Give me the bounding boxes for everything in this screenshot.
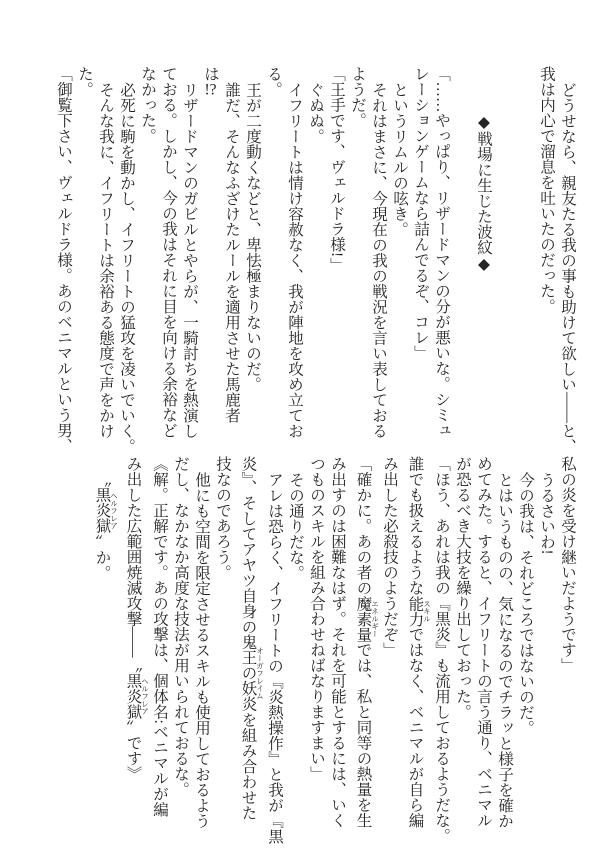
text-line: ぐぬぬ。 xyxy=(307,81,324,144)
text-line: 誰でも扱えるような能力 スキルではなく、ベニマルが自ら編 xyxy=(406,456,432,828)
text-line: 他にも空間を限定させるスキルも使用しておるよう xyxy=(193,471,210,828)
text-line: それはまさに、今現在の我の戦況を言い表しておる xyxy=(370,81,387,438)
text-line: めてみた。すると、イフリートの言う通り、ベニマル xyxy=(475,456,492,828)
text-line: どうせなら、親友たる我の事も助けて欲しい――と、 xyxy=(559,81,576,454)
text-line: 王が二度動くなどと、卑怯極まりないのだ。 xyxy=(244,81,261,392)
text-line: なかった。 xyxy=(139,66,156,144)
text-line: が恐るべき大技を繰り出しておった。 xyxy=(454,456,471,720)
text-line: み出した広範囲焼滅攻撃――〝黒炎獄 ヘルフレア〟です》 xyxy=(124,456,150,782)
text-line: た。 xyxy=(76,66,93,97)
text-block-top xyxy=(53,66,578,454)
tate-chu-yoko: !? xyxy=(204,81,217,97)
text-line: 私の炎を受け継いだようです」 xyxy=(559,456,576,673)
text-line: る。 xyxy=(265,66,282,97)
text-line: み出した必殺技のようだぞ」 xyxy=(381,456,398,658)
text-line: というリムルの呟き。 xyxy=(391,81,408,237)
text-line: 技なのであろう。 xyxy=(214,456,231,580)
text-line: つものスキルを組み合わせねばなりますまい」 xyxy=(308,456,325,782)
text-line: 〝黒炎獄 ヘルフレア〟か。 xyxy=(93,471,119,580)
text-line: 炎』、そしてアヤツ自身の鬼王の妖炎 オーガフレイムを組み合わせた xyxy=(239,456,265,821)
text-line: とはいうものの、気になるのでチラッと様子を確か xyxy=(496,471,513,828)
text-line: 《解。正解です。あの攻撃は、個体名:ベニマルが編 xyxy=(151,456,168,817)
text-line: 「確かに。あの者の魔素量 エネルギーでは、私と同等の熱量を生 xyxy=(354,456,380,828)
blank-column xyxy=(515,66,536,454)
section-heading: ◆戦場に生じた波紋◆ xyxy=(475,112,492,273)
text-line: み出すのは困難なはず。それを可能とするには、いく xyxy=(329,456,346,828)
text-line: イフリートは情け容赦なく、我が陣地を攻め立てお xyxy=(286,81,303,438)
text-line: レーションゲームなら詰んでるぞ、コレ」 xyxy=(412,66,429,361)
text-line: だし、なかなか高度な技法が用いられておるな。 xyxy=(172,456,189,797)
text-line: 今の我は、それどころではないのだ。 xyxy=(517,471,534,735)
text-line: リザードマンのガビルとやらが、一騎討ちを熱演し xyxy=(181,81,198,438)
text-line: は!? xyxy=(202,66,219,97)
text-line: 必死に駒を動かし、イフリートの猛攻を凌いでいく。 xyxy=(118,81,135,454)
text-line: その通りだな。 xyxy=(287,471,304,580)
text-line: 「御覧下さい、ヴェルドラ様。あのベニマルという男、 xyxy=(55,66,72,454)
text-line: ておる。しかし、今の我はそれに目を向ける余裕など xyxy=(160,66,177,438)
text-line: 「……やっぱり、リザードマンの分が悪いな。シミュ xyxy=(433,66,450,438)
blank-column xyxy=(452,66,473,454)
text-block-bottom xyxy=(87,456,578,856)
text-line: そんな我に、イフリートは余裕ある態度で声をかけ xyxy=(97,81,114,438)
text-line: 「王手です、ヴェルドラ様!」 xyxy=(328,66,345,273)
text-line: アレは恐らく、イフリートの『炎熱操作』と我が『黒 xyxy=(266,471,283,844)
blank-column xyxy=(494,66,515,454)
text-line: 「ほう、あれは我の『黒炎』も流用しておるようだな。 xyxy=(433,456,450,844)
text-line: うるさいわ! xyxy=(538,471,555,555)
text-line: ようだ。 xyxy=(349,66,366,128)
text-line: 誰だ、そんなふざけたルールを適用させた馬鹿者 xyxy=(223,81,240,423)
text-line: 我は内心で溜息を吐いたのだった。 xyxy=(538,66,555,314)
